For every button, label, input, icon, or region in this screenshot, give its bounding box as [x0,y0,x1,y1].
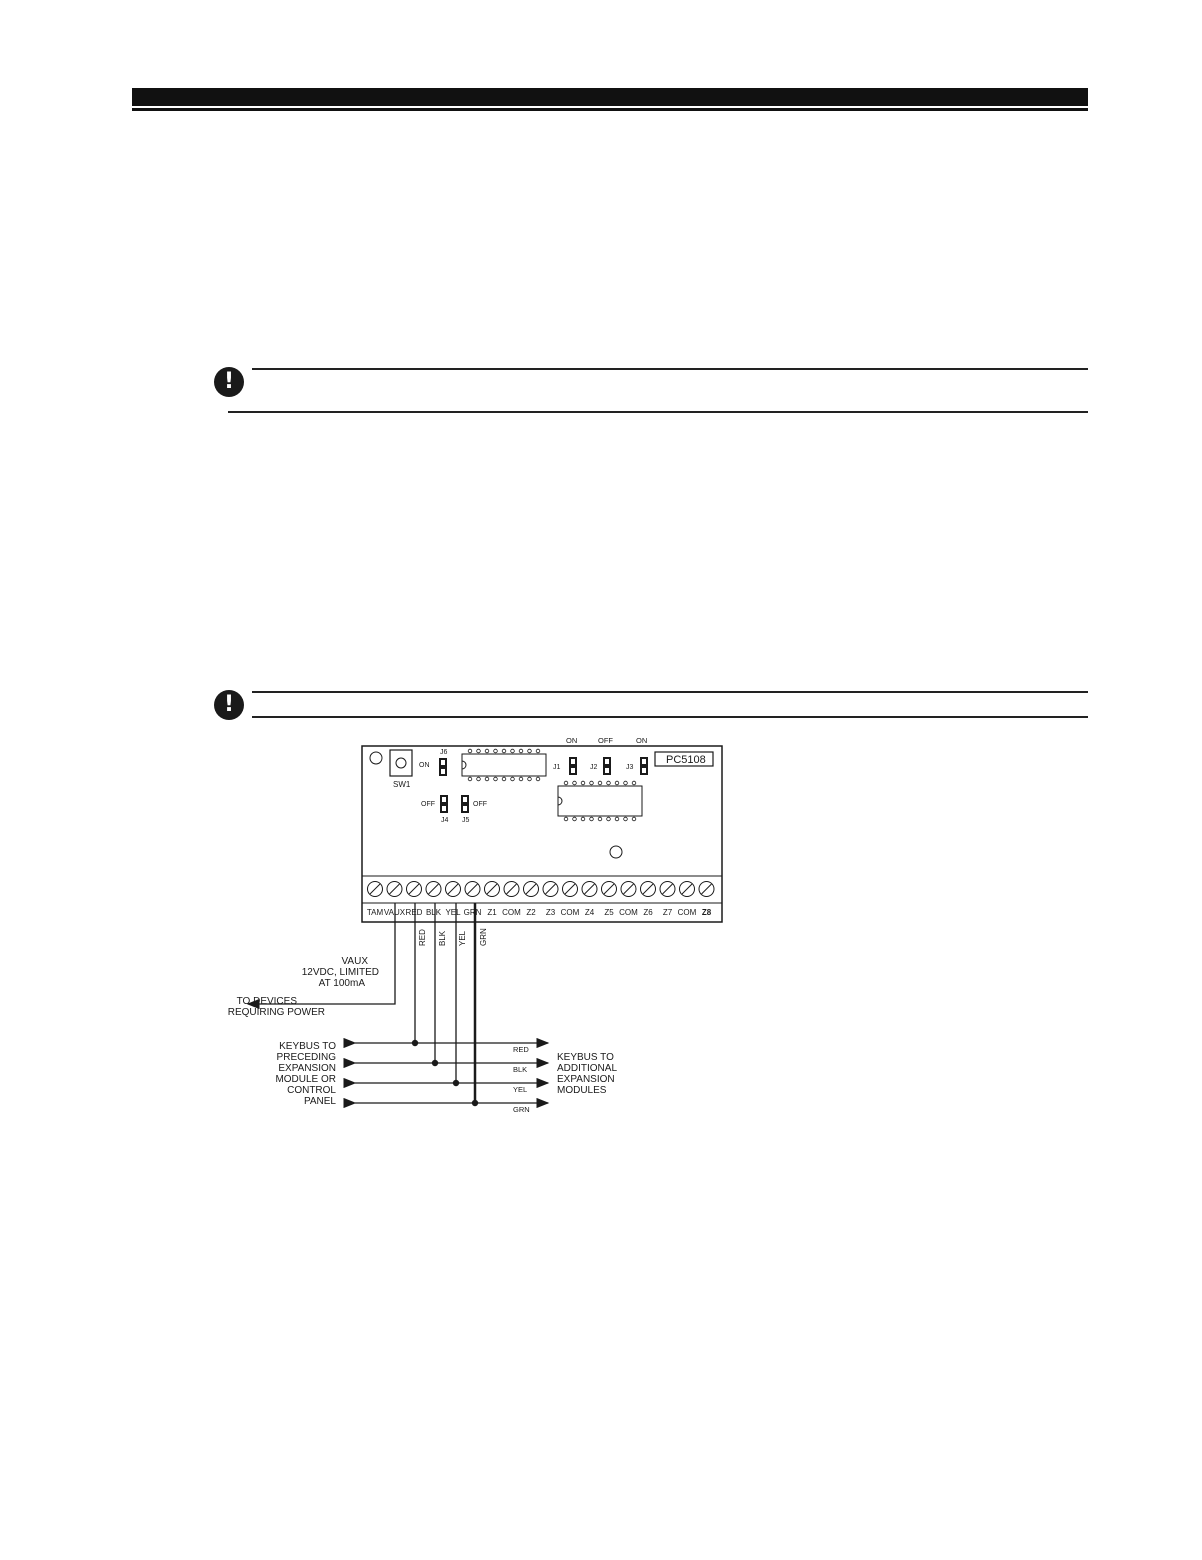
mounting-hole [370,752,382,764]
ic-pin [573,817,577,821]
junction-dot [472,1100,478,1106]
ic-pin [573,781,577,785]
terminal-label: Z7 [662,908,673,917]
terminal-label: VAUX [383,908,406,917]
svg-text:KEYBUS TO: KEYBUS TO [557,1052,614,1063]
terminal-screw [582,882,597,897]
junction-dot [412,1040,418,1046]
terminal-label: COM [560,908,580,917]
terminal-label: COM [502,908,521,917]
ic-pin [598,781,602,785]
keybus-additional-label [557,1052,617,1096]
terminal-screw [426,882,441,897]
terminal-label: GRN [463,908,482,917]
terminal-label: Z5 [604,908,614,917]
svg-text:REQUIRING POWER: REQUIRING POWER [227,1007,325,1018]
mounting-hole [610,846,622,858]
terminal-label: Z6 [643,908,653,917]
svg-text:PRECEDING: PRECEDING [276,1052,336,1063]
board-outline [362,746,722,922]
terminal-screw [446,882,461,897]
ic-chip-1 [462,749,546,781]
terminal-label: YEL [445,908,461,917]
ic-pin [528,777,532,781]
terminal-label: Z1 [487,908,497,917]
terminal-label: BLK [425,908,442,917]
exclamation-icon: ! [214,690,244,720]
svg-text:J5: J5 [462,817,470,824]
terminal-screw [641,882,656,897]
jumper-j6 [419,749,448,776]
ic-pin [598,817,602,821]
bus-label-blk: BLK [513,1065,528,1074]
ic-pin [624,781,628,785]
terminal-screw [699,882,714,897]
svg-text:KEYBUS TO: KEYBUS TO [279,1041,336,1052]
svg-text:J6: J6 [440,749,448,756]
svg-text:OFF: OFF [421,801,435,808]
svg-text:EXPANSION: EXPANSION [557,1074,615,1085]
terminal-label: Z8 [701,908,712,917]
ic-pin [468,777,472,781]
ic-pin [511,777,515,781]
tamper-switch [390,750,412,776]
ic-pin [477,777,481,781]
svg-text:ON: ON [419,762,430,769]
terminal-label: RED [405,908,423,917]
terminal-screw [407,882,422,897]
terminal-screw [504,882,519,897]
terminal-label: COM [619,908,638,917]
ic-pin [607,817,611,821]
svg-text:J2: J2 [590,764,598,771]
jumper-j1 [553,757,577,775]
wire-label-red: RED [418,929,427,946]
bus-label-yel: YEL [513,1085,528,1094]
terminal-screw [387,882,402,897]
svg-text:MODULES: MODULES [557,1085,607,1096]
svg-text:OFF: OFF [473,801,487,808]
terminal-screw [621,882,636,897]
ic-pin [536,749,540,753]
terminal-labels [367,908,712,917]
svg-text:TO DEVICES: TO DEVICES [236,996,297,1007]
svg-text:EXPANSION: EXPANSION [278,1063,336,1074]
jumper-j2 [590,757,611,775]
terminal-label: Z4 [584,908,595,917]
terminal-screw [543,882,558,897]
ic-pin [590,817,594,821]
jumper-j4 [421,795,449,824]
junction-dot [453,1080,459,1086]
terminal-screw [660,882,675,897]
tamper-switch-button [396,758,406,768]
j1-state-label: ON [566,736,578,745]
svg-text:J4: J4 [441,817,449,824]
devices-label [228,996,325,1018]
terminal-screw [524,882,539,897]
ic-pin [502,749,506,753]
ic-pin [564,817,568,821]
svg-text:12VDC, LIMITED: 12VDC, LIMITED [301,967,379,978]
terminal-screw [368,882,383,897]
ic-pin [528,749,532,753]
ic-pin [590,781,594,785]
svg-text:CONTROL: CONTROL [287,1085,336,1096]
vaux-label [302,956,379,989]
wire-label-blk: BLK [438,930,447,946]
keybus-preceding-label [275,1041,336,1107]
terminal-screw [563,882,578,897]
svg-text:J3: J3 [626,764,634,771]
ic-pin [485,777,489,781]
terminal-screw [680,882,695,897]
model-label: PC5108 [666,754,706,766]
ic-pin [632,781,636,785]
bus-label-red: RED [513,1045,529,1054]
ic-pin [468,749,472,753]
switch-label: SW1 [393,780,411,789]
svg-text:ADDITIONAL: ADDITIONAL [557,1063,618,1074]
ic-pin [564,781,568,785]
terminal-screw [602,882,617,897]
terminal-label: COM [677,908,697,917]
ic-pin [477,749,481,753]
terminal-label: Z2 [526,908,536,917]
ic-pin [519,777,523,781]
wire-label-grn: GRN [479,928,488,946]
jumper-j5 [461,795,487,824]
terminal-screw [485,882,500,897]
svg-text:VAUX: VAUX [341,956,368,967]
j3-state-label: ON [636,736,648,745]
terminal-screw [465,882,480,897]
ic-pin [615,817,619,821]
svg-text:MODULE OR: MODULE OR [275,1074,336,1085]
ic-pin [494,777,498,781]
exclamation-icon: ! [214,367,244,397]
ic-pin [581,817,585,821]
ic-pin [581,781,585,785]
ic-pin [624,817,628,821]
svg-text:AT 100mA: AT 100mA [318,978,365,989]
wire-label-yel: YEL [458,930,467,946]
junction-dot [432,1060,438,1066]
ic-pin [607,781,611,785]
j2-state-label: OFF [598,736,613,745]
ic-pin [502,777,506,781]
terminal-label: TAM [366,908,384,917]
terminal-screws [368,882,715,897]
jumper-j3 [626,757,648,775]
ic-pin [494,749,498,753]
ic-chip-2 [558,781,642,821]
bus-label-grn: GRN [513,1105,530,1114]
ic-pin [511,749,515,753]
ic-pin [485,749,489,753]
svg-text:PANEL: PANEL [303,1096,336,1107]
ic-pin [519,749,523,753]
svg-text:J1: J1 [553,764,561,771]
ic-pin [632,817,636,821]
ic-pin [536,777,540,781]
ic-pin [615,781,619,785]
terminal-label: Z3 [545,908,556,917]
